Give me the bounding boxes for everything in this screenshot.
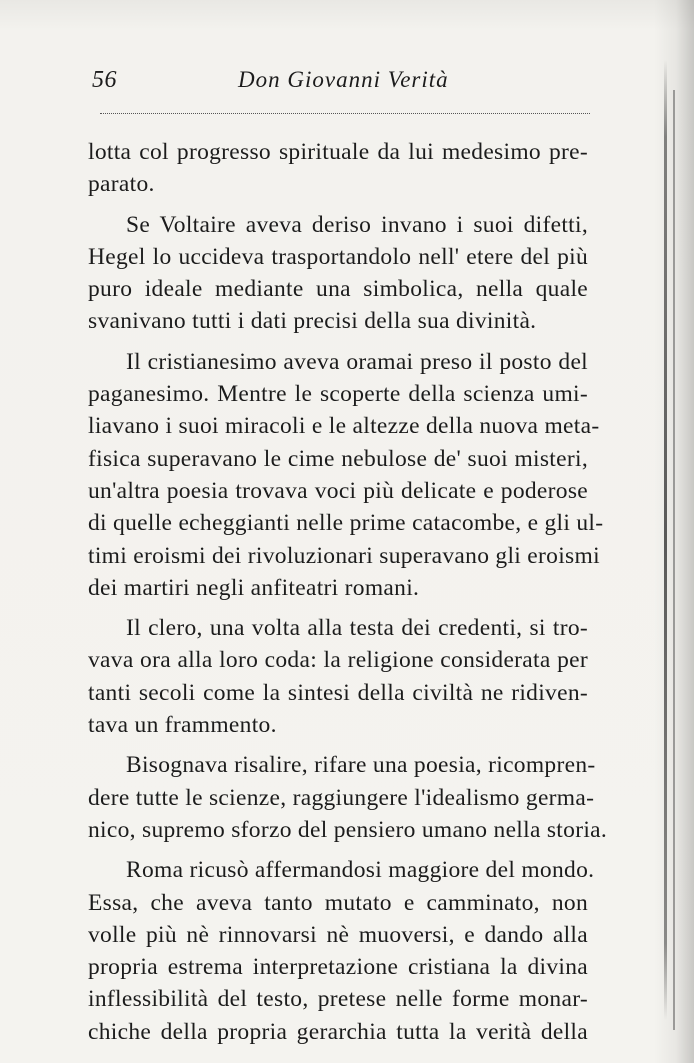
text-line: dere tutte le scienze, raggiungere l'idealismo germa- (88, 784, 595, 811)
text-line: fisica superavano le cime nebulose de' suoi misteri, (88, 445, 588, 472)
text-line: tava un frammento. (88, 712, 277, 739)
page-number: 56 (92, 67, 117, 93)
text-line: un'altra poesia trovava voci più delicate e poderose (88, 477, 588, 504)
binding-edge-line-outer (673, 90, 675, 1030)
text-line: parato. (88, 171, 155, 198)
text-line: Roma ricusò affermandosi maggiore del mondo. (126, 857, 595, 884)
text-line: Il cristianesimo aveva oramai preso il posto del (126, 348, 588, 375)
text-line: svanivano tutti i dati precisi della sua divinità. (88, 308, 537, 335)
text-line: Se Voltaire aveva deriso invano i suoi difetti, (126, 211, 588, 238)
binding-edge-line (664, 60, 667, 1020)
text-line: liavano i suoi miracoli e le altezze della nuova meta- (88, 413, 600, 440)
text-line: inflessibilità del testo, pretese nelle forme monar- (88, 986, 588, 1013)
text-line: nico, supremo sforzo del pensiero umano nella storia. (88, 816, 608, 843)
text-line: Bisognava risalire, rifare una poesia, ricompren- (126, 752, 596, 779)
text-line: dei martiri negli anfiteatri romani. (88, 574, 420, 601)
text-line: vava ora alla loro coda: la religione considerata per (88, 647, 588, 674)
text-line: chiche della propria gerarchia tutta la verità della (88, 1018, 588, 1045)
text-line: propria estrema interpretazione cristiana la divina (88, 954, 588, 981)
text-line: timi eroismi dei rivoluzionari superavano gli eroismi (88, 542, 600, 569)
header-rule (100, 113, 590, 114)
text-line: paganesimo. Mentre le scoperte della scienza umi- (88, 381, 588, 408)
text-line: Hegel lo uccideva trasportandolo nell' etere del più (88, 243, 588, 270)
text-line: volle più nè rinnovarsi nè muoversi, e dando alla (88, 921, 588, 948)
text-line: di quelle echeggianti nelle prime catacombe, e gli ul- (88, 510, 604, 537)
text-line: puro ideale mediante una simbolica, nella quale (88, 276, 588, 303)
body-text (88, 136, 608, 1048)
text-line: Il clero, una volta alla testa dei credenti, si tro- (126, 615, 588, 642)
text-line: Essa, che aveva tanto mutato e camminato, non (88, 889, 588, 916)
text-line: lotta col progresso spirituale da lui medesimo pre- (88, 139, 588, 165)
running-title: Don Giovanni Verità (238, 67, 449, 92)
text-line: tanti secoli come la sintesi della civiltà ne ridiven- (88, 679, 588, 706)
